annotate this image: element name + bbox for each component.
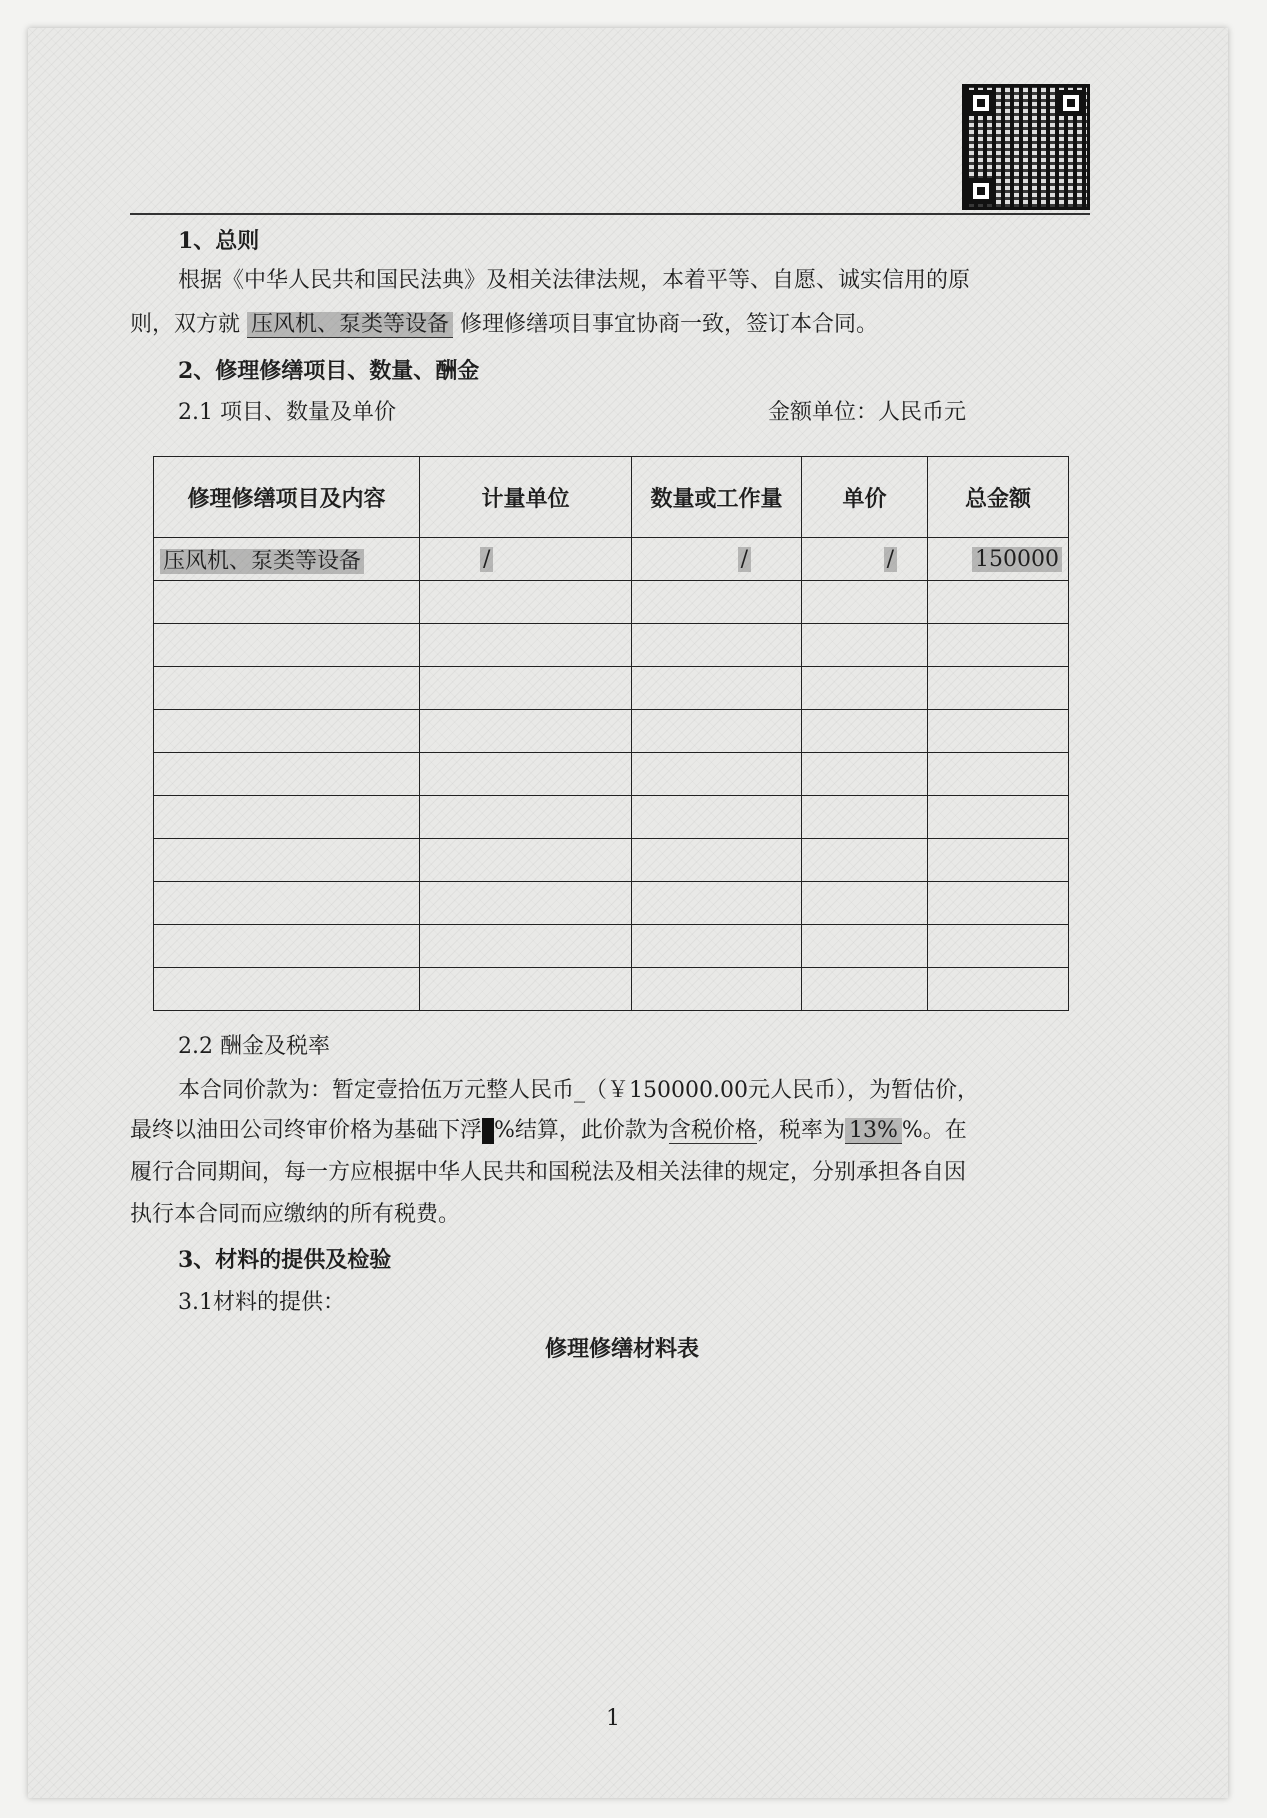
table-cell xyxy=(154,925,420,968)
redaction-box xyxy=(482,1118,494,1144)
para-line2-part-d: %。在 xyxy=(901,1118,967,1143)
table-row xyxy=(154,624,1069,667)
table-row xyxy=(154,925,1069,968)
table-cell xyxy=(802,538,928,581)
table-cell xyxy=(632,839,802,882)
table-cell xyxy=(420,581,632,624)
para-line2-part-a: 最终以油田公司终审价格为基础下浮 xyxy=(130,1118,483,1143)
table-cell xyxy=(928,882,1069,925)
cell-quantity-value: / xyxy=(738,547,751,572)
section2-heading: 2、修理修缮项目、数量、酬金 xyxy=(178,358,480,384)
table-cell xyxy=(632,753,802,796)
table-row xyxy=(154,710,1069,753)
table-row xyxy=(154,796,1069,839)
table-cell xyxy=(928,796,1069,839)
table-cell xyxy=(802,796,928,839)
col-header-total: 总金额 xyxy=(928,457,1069,538)
table-cell xyxy=(632,968,802,1011)
table-row xyxy=(154,667,1069,710)
section2-para-line2 xyxy=(130,1116,967,1146)
table-row xyxy=(154,882,1069,925)
col-header-quantity: 数量或工作量 xyxy=(632,457,802,538)
table-cell xyxy=(632,667,802,710)
table-row xyxy=(154,581,1069,624)
section3-sub1: 3.1材料的提供： xyxy=(178,1290,345,1315)
table-cell xyxy=(420,882,632,925)
table-cell xyxy=(154,581,420,624)
section2-para-line4: 执行本合同而应缴纳的所有税费。 xyxy=(130,1202,461,1227)
cell-unit-value: / xyxy=(480,547,493,572)
section1-para-line2-pre: 则，双方就 xyxy=(130,312,241,337)
col-header-unit: 计量单位 xyxy=(420,457,632,538)
table-cell xyxy=(420,538,632,581)
section2-para-line1: 本合同价款为：暂定壹拾伍万元整人民币_（￥150000.00元人民币），为暂估价， xyxy=(178,1078,979,1103)
section1-para-line2-post: 修理修缮项目事宜协商一致，签订本合同。 xyxy=(460,312,879,337)
para-line2-part-c: ，税率为 xyxy=(756,1118,845,1143)
table-cell xyxy=(802,624,928,667)
table-cell xyxy=(632,581,802,624)
section1-heading: 1、总则 xyxy=(178,228,260,254)
table-cell xyxy=(928,968,1069,1011)
table-cell xyxy=(802,968,928,1011)
table-cell xyxy=(928,538,1069,581)
table-cell xyxy=(420,839,632,882)
section1-para-line2 xyxy=(130,310,878,340)
table-cell xyxy=(154,624,420,667)
section3-heading: 3、材料的提供及检验 xyxy=(178,1247,392,1273)
table-cell xyxy=(154,796,420,839)
col-header-item: 修理修缮项目及内容 xyxy=(154,457,420,538)
items-table-header-row xyxy=(154,457,1069,538)
table-cell xyxy=(632,624,802,667)
section1-para-line1: 根据《中华人民共和国民法典》及相关法律法规，本着平等、自愿、诚实信用的原 xyxy=(178,268,971,293)
table-cell xyxy=(632,882,802,925)
tax-rate: 13% xyxy=(845,1118,902,1144)
table-cell xyxy=(632,710,802,753)
table-cell xyxy=(802,753,928,796)
section2-sub1: 2.1 项目、数量及单价 xyxy=(178,400,396,425)
table-cell xyxy=(802,581,928,624)
para-line2-part-b: %结算，此价款为 xyxy=(494,1118,669,1143)
table-cell xyxy=(154,839,420,882)
table-cell xyxy=(154,753,420,796)
table-row xyxy=(154,968,1069,1011)
table-cell xyxy=(928,581,1069,624)
table-row xyxy=(154,753,1069,796)
table-row xyxy=(154,839,1069,882)
project-name-highlight: 压风机、泵类等设备 xyxy=(247,312,453,338)
table-cell xyxy=(928,839,1069,882)
cell-unit-price-value: / xyxy=(884,547,897,572)
table-cell xyxy=(420,753,632,796)
table-cell xyxy=(154,968,420,1011)
table-cell xyxy=(154,538,420,581)
table-cell xyxy=(154,882,420,925)
table-cell xyxy=(154,710,420,753)
table-cell xyxy=(420,796,632,839)
page-number: 1 xyxy=(606,1706,620,1731)
table-cell xyxy=(420,624,632,667)
table-cell xyxy=(802,710,928,753)
table-cell xyxy=(802,882,928,925)
cell-total-value: 150000 xyxy=(972,547,1062,572)
table-cell xyxy=(928,667,1069,710)
table-cell xyxy=(420,667,632,710)
table-cell xyxy=(420,710,632,753)
col-header-unit-price: 单价 xyxy=(802,457,928,538)
table-cell xyxy=(928,624,1069,667)
table-cell xyxy=(420,968,632,1011)
table-cell xyxy=(802,667,928,710)
table-cell xyxy=(802,925,928,968)
table-cell xyxy=(632,538,802,581)
table-cell xyxy=(420,925,632,968)
tax-type: 含税价格 xyxy=(668,1118,757,1143)
table-cell xyxy=(928,710,1069,753)
table-cell xyxy=(802,839,928,882)
table-row xyxy=(154,538,1069,581)
section2-sub2: 2.2 酬金及税率 xyxy=(178,1034,330,1059)
table-cell xyxy=(632,796,802,839)
cell-item-value: 压风机、泵类等设备 xyxy=(160,549,364,574)
table-cell xyxy=(632,925,802,968)
table-cell xyxy=(928,753,1069,796)
items-table xyxy=(153,456,1069,1011)
materials-table-title: 修理修缮材料表 xyxy=(545,1336,700,1362)
table-cell xyxy=(928,925,1069,968)
qr-code xyxy=(962,84,1090,210)
currency-unit: 金额单位：人民币元 xyxy=(768,400,967,425)
section2-para-line3: 履行合同期间，每一方应根据中华人民共和国税法及相关法律的规定，分别承担各自因 xyxy=(130,1160,967,1185)
table-cell xyxy=(154,667,420,710)
header-rule xyxy=(130,213,1090,215)
